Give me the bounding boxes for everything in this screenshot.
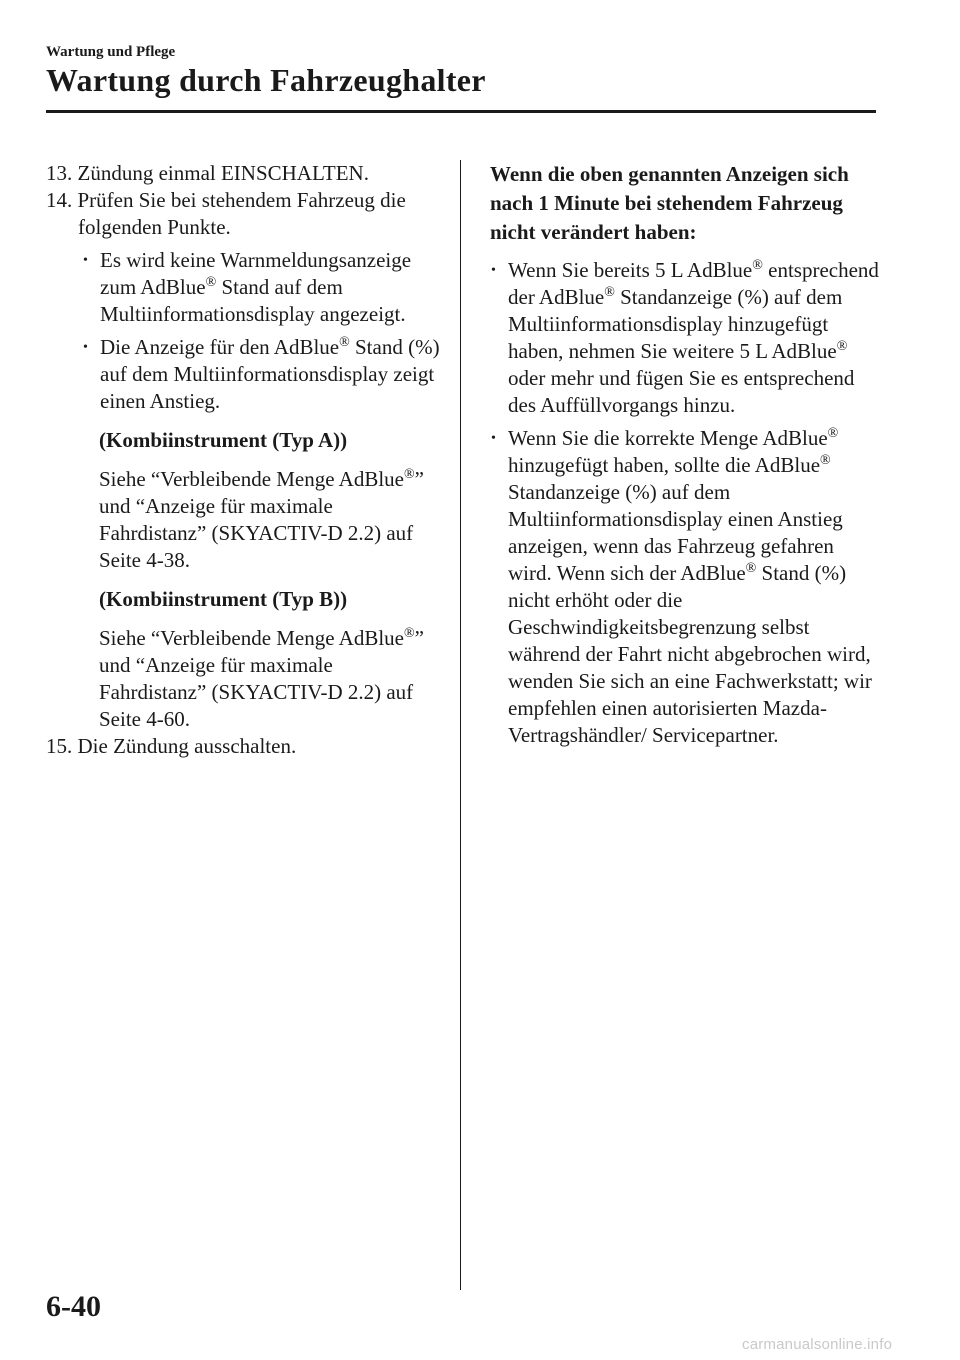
step-14: 14. Prüfen Sie bei stehendem Fahrzeug die folgenden Punkte. [46,188,406,239]
reference-text: ” und “Anzeige für maximale Fahrdistanz” (SKYACTIV-D 2.2) auf Seite 4-60. [99,626,424,731]
action-text: entsprechend der AdBlue [508,258,879,309]
action-text: Wenn Sie bereits 5 L AdBlue [508,258,753,282]
type-b-heading: (Kombiinstrument (Typ B)) [99,587,348,611]
reference-text: Siehe “Verbleibende Menge AdBlue [99,467,404,491]
step-13: 13. Zündung einmal EINSCHALTEN. [46,161,369,185]
check-item-text: Stand (%) auf dem Multiinformationsdisplay zeigt einen Anstieg. [100,335,440,413]
type-a-reference [99,466,442,574]
bullet-icon: • [83,253,88,268]
column-divider [460,160,461,1290]
action-list [490,257,880,749]
action-text: Standanzeige (%) auf dem Multiinformationsdisplay hinzugefügt haben, nehmen Sie weitere 5 L AdBlue [508,285,843,363]
action-text: Stand (%) nicht erhöht oder die Geschwindigkeitsbegrenzung selbst während der Fahrt nicht abgebrochen wird, wenden Sie sich an eine Fachwerkstatt; wir empfehlen einen autorisierten Mazda-Vertragshändler/ Servicepartner. [508,561,872,747]
type-b-reference [99,625,442,733]
condition-heading: Wenn die oben genannten Anzeigen sich nach 1 Minute bei stehendem Fahrzeug nicht verändert haben: [490,162,849,244]
action-text: hinzugefügt haben, sollte die AdBlue [508,453,821,477]
registered-mark: ® [205,275,217,290]
registered-mark: ® [404,467,415,482]
left-column [46,160,442,760]
bullet-icon: • [491,263,496,278]
check-item-text: Die Anzeige für den AdBlue [100,335,340,359]
right-column [490,160,880,749]
page-number: 6-40 [46,1290,101,1323]
step-15: 15. Die Zündung ausschalten. [46,734,297,758]
reference-text: Siehe “Verbleibende Menge AdBlue [99,626,404,650]
type-a-block [99,427,442,574]
bullet-icon: • [83,340,88,355]
check-item-warning [82,247,442,328]
reference-text: ” und “Anzeige für maximale Fahrdistanz” (SKYACTIV-D 2.2) auf Seite 4-38. [99,467,424,572]
action-item-refill [490,257,880,419]
registered-mark: ® [820,453,831,468]
registered-mark: ® [752,258,763,273]
section-label: Wartung und Pflege [46,44,176,60]
chapter-title: Wartung durch Fahrzeughalter [46,62,486,98]
action-text: Wenn Sie die korrekte Menge AdBlue [508,426,828,450]
registered-mark: ® [827,426,839,441]
registered-mark: ® [745,561,757,576]
action-text: Standanzeige (%) auf dem Multiinformationsdisplay einen Anstieg anzeigen, wenn das Fahrzeug gefahren wird. Wenn sich der AdBlue [508,480,843,585]
check-item-text: Es wird keine Warnmeldungsanzeige zum AdBlue [100,248,412,299]
action-text: oder mehr und fügen Sie es entsprechend des Auffüllvorgangs hinzu. [508,366,855,417]
bullet-icon: • [491,431,496,446]
check-item-text: Stand auf dem Multiinformationsdisplay angezeigt. [100,275,406,326]
check-item-level [82,334,442,415]
header-rule [46,110,876,113]
registered-mark: ® [604,285,615,300]
watermark: carmanualsonline.info [742,1336,893,1353]
registered-mark: ® [836,339,848,354]
action-item-contact [490,425,880,749]
registered-mark: ® [339,335,350,350]
registered-mark: ® [404,626,415,641]
check-list [82,247,442,415]
type-b-block [99,586,442,733]
type-a-heading: (Kombiinstrument (Typ A)) [99,428,348,452]
